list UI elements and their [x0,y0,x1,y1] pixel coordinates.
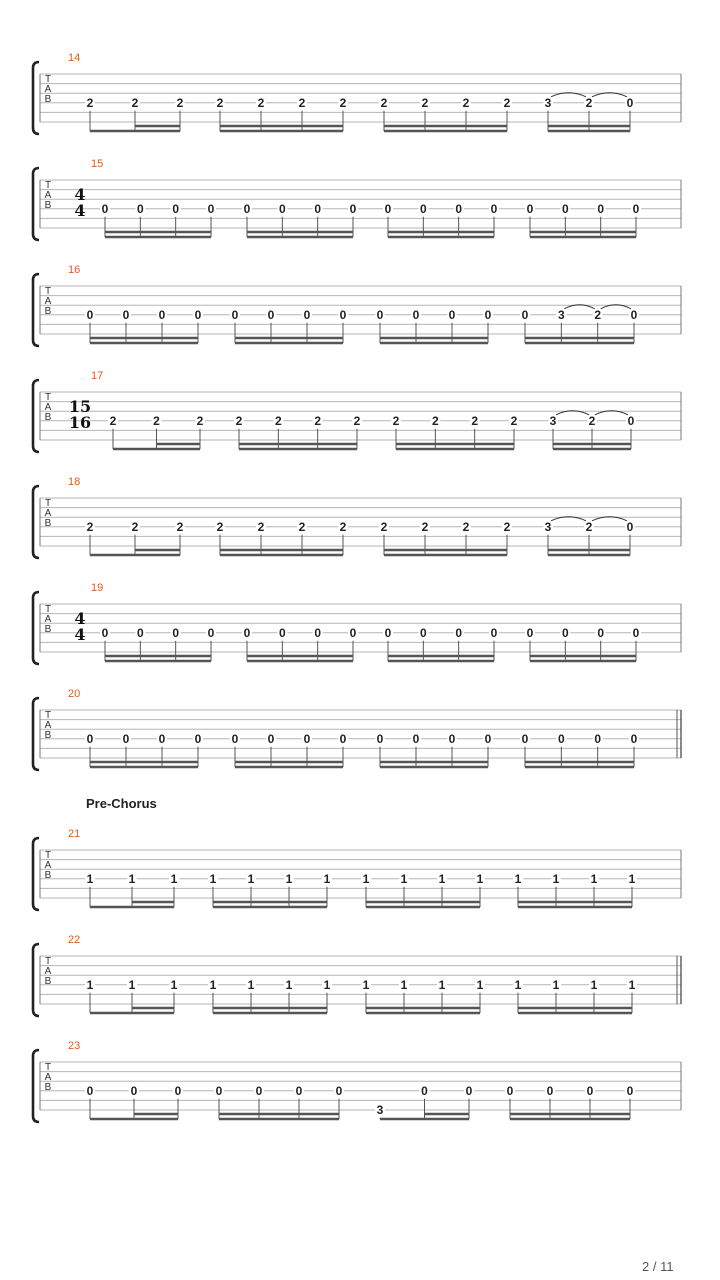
fret-number: 0 [586,1083,594,1098]
fret-number: 2 [86,519,94,534]
measure-number: 21 [68,828,81,840]
fret-number: 1 [552,871,560,886]
fret-number: 1 [170,977,178,992]
fret-number: 2 [298,95,306,110]
fret-number: 0 [86,731,94,746]
tab-system-23 [33,1040,681,1122]
fret-number: 2 [462,519,470,534]
fret-number: 2 [257,519,265,534]
fret-number: 1 [476,977,484,992]
fret-number: 0 [122,307,130,322]
fret-number: 0 [521,307,529,322]
tab-clef-letter: B [44,624,52,635]
measure-number: 20 [68,688,81,700]
fret-number: 0 [194,731,202,746]
fret-number: 0 [130,1083,138,1098]
fret-number: 0 [412,307,420,322]
tab-system-22 [33,934,681,1016]
fret-number: 0 [632,201,640,216]
fret-number: 2 [109,413,117,428]
fret-number: 0 [158,307,166,322]
time-signature-bottom: 4 [74,201,86,220]
measure-number: 23 [68,1040,81,1052]
fret-number: 2 [471,413,479,428]
fret-number: 0 [626,519,634,534]
system-bracket [33,698,39,770]
fret-number: 2 [353,413,361,428]
fret-number: 2 [314,413,322,428]
fret-number: 1 [514,977,522,992]
fret-number: 1 [128,977,136,992]
tab-clef-letter: A [44,508,52,519]
fret-number: 2 [392,413,400,428]
time-signature-top: 4 [74,609,86,628]
system-bracket [33,944,39,1016]
time-signature-bottom: 16 [68,413,92,432]
fret-number: 2 [235,413,243,428]
fret-number: 0 [597,625,605,640]
fret-number: 2 [339,519,347,534]
tab-clef-letter: T [44,956,52,967]
fret-number: 0 [101,201,109,216]
fret-number: 1 [628,871,636,886]
fret-number: 3 [557,307,565,322]
fret-number: 1 [285,871,293,886]
fret-number: 0 [632,625,640,640]
fret-number: 0 [490,201,498,216]
tab-clef-letter: T [44,498,52,509]
fret-number: 2 [431,413,439,428]
time-signature-top: 4 [74,185,86,204]
tab-clef-letter: T [44,286,52,297]
tab-clef-letter: B [44,730,52,741]
tab-clef-letter: A [44,190,52,201]
fret-number: 0 [267,307,275,322]
fret-number: 0 [278,625,286,640]
fret-number: 2 [86,95,94,110]
fret-number: 0 [158,731,166,746]
tab-clef-letter: A [44,720,52,731]
fret-number: 2 [594,307,602,322]
tab-system-21 [33,828,681,910]
fret-number: 2 [216,519,224,534]
fret-number: 0 [626,1083,634,1098]
measure-number: 15 [91,158,104,170]
tab-clef-letter: B [44,1082,52,1093]
fret-number: 2 [298,519,306,534]
fret-number: 1 [285,977,293,992]
tab-clef-letter: A [44,84,52,95]
fret-number: 2 [216,95,224,110]
system-bracket [33,274,39,346]
fret-number: 2 [503,95,511,110]
tab-clef-letter: T [44,850,52,861]
fret-number: 0 [455,201,463,216]
fret-number: 0 [267,731,275,746]
fret-number: 0 [172,201,180,216]
fret-number: 0 [594,731,602,746]
fret-number: 0 [335,1083,343,1098]
tab-system-17 [33,370,681,452]
fret-number: 0 [419,201,427,216]
fret-number: 0 [136,201,144,216]
tab-clef-letter: A [44,860,52,871]
fret-number: 1 [628,977,636,992]
fret-number: 1 [590,871,598,886]
fret-number: 1 [209,871,217,886]
fret-number: 0 [526,201,534,216]
tab-clef-letter: B [44,412,52,423]
fret-number: 2 [421,519,429,534]
fret-number: 1 [438,871,446,886]
fret-number: 0 [339,731,347,746]
fret-number: 0 [376,307,384,322]
system-bracket [33,1050,39,1122]
fret-number: 0 [339,307,347,322]
fret-number: 1 [170,871,178,886]
fret-number: 1 [323,977,331,992]
fret-number: 0 [597,201,605,216]
fret-number: 0 [207,201,215,216]
fret-number: 2 [339,95,347,110]
fret-number: 0 [215,1083,223,1098]
fret-number: 2 [585,95,593,110]
fret-number: 2 [462,95,470,110]
fret-number: 0 [349,625,357,640]
fret-number: 0 [255,1083,263,1098]
fret-number: 0 [526,625,534,640]
tab-system-16 [33,264,681,346]
fret-number: 0 [561,625,569,640]
fret-number: 0 [303,731,311,746]
fret-number: 0 [561,201,569,216]
measure-number: 22 [68,934,81,946]
fret-number: 2 [196,413,204,428]
fret-number: 0 [626,95,634,110]
tab-clef-letter: A [44,296,52,307]
tab-clef-letter: A [44,966,52,977]
fret-number: 0 [630,307,638,322]
fret-number: 0 [484,731,492,746]
fret-number: 3 [549,413,557,428]
fret-number: 0 [86,1083,94,1098]
fret-number: 0 [557,731,565,746]
tab-clef-letter: A [44,614,52,625]
fret-number: 0 [243,201,251,216]
tab-clef-letter: T [44,604,52,615]
fret-number: 1 [400,871,408,886]
fret-number: 0 [412,731,420,746]
fret-number: 0 [455,625,463,640]
fret-number: 0 [174,1083,182,1098]
fret-number: 0 [295,1083,303,1098]
fret-number: 0 [231,731,239,746]
fret-number: 0 [314,201,322,216]
fret-number: 0 [136,625,144,640]
fret-number: 1 [400,977,408,992]
tab-clef-letter: B [44,306,52,317]
fret-number: 1 [362,977,370,992]
tab-clef-letter: B [44,518,52,529]
fret-number: 0 [384,625,392,640]
tab-clef-letter: B [44,200,52,211]
fret-number: 2 [380,95,388,110]
fret-number: 0 [86,307,94,322]
fret-number: 0 [194,307,202,322]
fret-number: 2 [510,413,518,428]
fret-number: 0 [349,201,357,216]
fret-number: 0 [506,1083,514,1098]
fret-number: 0 [207,625,215,640]
fret-number: 1 [86,977,94,992]
fret-number: 2 [380,519,388,534]
system-bracket [33,62,39,134]
measure-number: 16 [68,264,81,276]
fret-number: 0 [630,731,638,746]
fret-number: 0 [172,625,180,640]
fret-number: 1 [247,977,255,992]
measure-number: 17 [91,370,104,382]
fret-number: 2 [131,519,139,534]
fret-number: 2 [176,519,184,534]
fret-number: 2 [503,519,511,534]
system-bracket [33,486,39,558]
fret-number: 3 [544,519,552,534]
fret-number: 2 [585,519,593,534]
tab-system-19 [33,582,681,664]
fret-number: 1 [552,977,560,992]
fret-number: 0 [490,625,498,640]
tab-clef-letter: T [44,180,52,191]
measure-number: 19 [91,582,104,594]
fret-number: 1 [438,977,446,992]
tab-clef-letter: A [44,402,52,413]
fret-number: 0 [231,307,239,322]
fret-number: 0 [122,731,130,746]
fret-number: 2 [131,95,139,110]
fret-number: 0 [278,201,286,216]
fret-number: 1 [476,871,484,886]
fret-number: 1 [514,871,522,886]
fret-number: 2 [274,413,282,428]
fret-number: 1 [86,871,94,886]
fret-number: 0 [384,201,392,216]
tab-clef-letter: B [44,976,52,987]
measure-number: 18 [68,476,81,488]
section-label-pre-chorus: Pre-Chorus [86,796,157,811]
tab-clef-letter: T [44,710,52,721]
tab-system-15 [33,158,681,240]
fret-number: 3 [544,95,552,110]
fret-number: 0 [627,413,635,428]
tab-clef-letter: T [44,392,52,403]
tab-system-20 [33,688,681,770]
fret-number: 1 [128,871,136,886]
fret-number: 2 [257,95,265,110]
fret-number: 1 [247,871,255,886]
fret-number: 0 [448,307,456,322]
fret-number: 2 [588,413,596,428]
fret-number: 0 [465,1083,473,1098]
tab-system-14 [33,52,681,134]
fret-number: 0 [421,1083,428,1098]
tab-clef-letter: T [44,1062,52,1073]
tab-system-18 [33,476,681,558]
fret-number: 0 [314,625,322,640]
tab-clef-letter: A [44,1072,52,1083]
fret-number: 1 [362,871,370,886]
system-bracket [33,838,39,910]
measure-number: 14 [68,52,81,64]
tab-clef-letter: B [44,94,52,105]
fret-number: 0 [419,625,427,640]
tab-clef-letter: T [44,74,52,85]
fret-number: 0 [448,731,456,746]
fret-number: 0 [546,1083,554,1098]
fret-number: 0 [243,625,251,640]
time-signature-bottom: 4 [74,625,86,644]
tab-clef-letter: B [44,870,52,881]
fret-number: 0 [376,731,384,746]
fret-number: 1 [209,977,217,992]
system-bracket [33,168,39,240]
page-number: 2 / 11 [642,1259,674,1274]
fret-number: 0 [101,625,109,640]
fret-number: 2 [153,413,160,428]
fret-number: 1 [323,871,331,886]
fret-number: 3 [376,1103,384,1117]
fret-number: 2 [421,95,429,110]
fret-number: 0 [303,307,311,322]
fret-number: 1 [590,977,598,992]
fret-number: 0 [484,307,492,322]
system-bracket [33,380,39,452]
fret-number: 2 [176,95,184,110]
time-signature-top: 15 [68,397,92,416]
fret-number: 0 [521,731,529,746]
system-bracket [33,592,39,664]
